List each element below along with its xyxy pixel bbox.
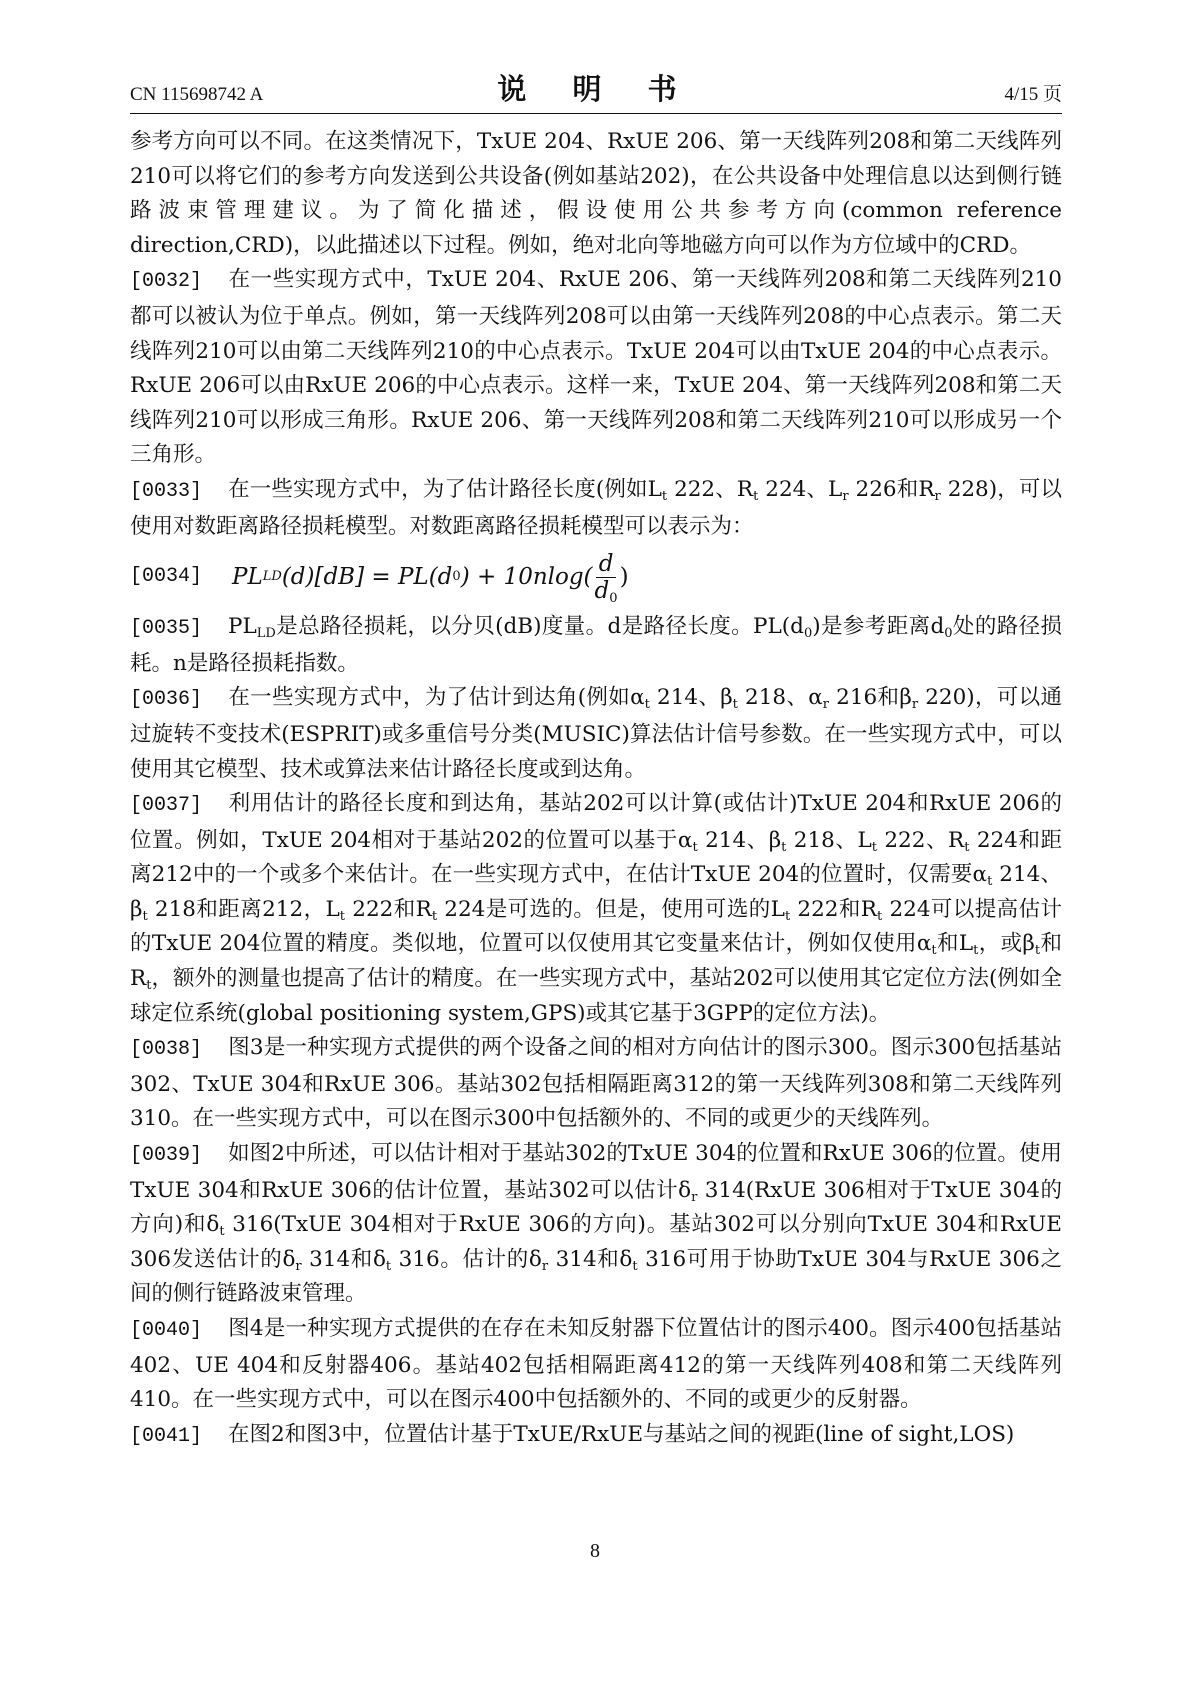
document-title: 说 明 书 (497, 72, 695, 106)
paragraph-number: [0038] (130, 1038, 203, 1062)
paragraph-0034-formula (130, 544, 1062, 610)
paragraph-continued: 参考方向可以不同。在这类情况下，TxUE 204、RxUE 206、第一天线阵列208和第二天线阵列210可以将它们的参考方向发送到公共设备(例如基站202)，在公共设备中处理信息以达到侧行链路波束管理建议。为了简化描述，假设使用公共参考方向(common reference direction,CRD)，以此描述以下过程。例如，绝对北向等地磁方向可以作为方位域中的CRD。 (130, 129, 1062, 258)
paragraph-0037: [0037] 利用估计的路径长度和到达角，基站202可以计算(或估计)TxUE 204和RxUE 206的位置。例如，TxUE 204相对于基站202的位置可以基于$\alpha_t$ 214、$\beta_t$ 218、$L_t$ 222、$R_t$ 224和距离212中的一个或多个来估计。在一些实现方式中，在估计TxUE 204的位置时，仅需要$\alpha_t$ 214、$\beta_t$ 218和距离212，$L_t$ 222和$R_t$ 224是可选的。但是，使用可选的$L_t$ 222和$R_t$ 224可以提高估计的TxUE 204位置的精度。类似地，位置可以仅使用其它变量来估计，例如仅使用$\alpha_t$和$L_t$，或$\beta_t$和$R_t$，额外的测量也提高了估计的精度。在一些实现方式中，基站202可以使用其它定位方法(例如全球定位系统(global positioning system,GPS)或其它基于3GPP的定位方法)。 (130, 791, 1063, 1026)
paragraph-0038: [0038] 图3是一种实现方式提供的两个设备之间的相对方向估计的图示300。图示300包括基站302、TxUE 304和RxUE 306。基站302包括相隔距离312的第一天线阵列308和第二天线阵列310。在一些实现方式中，可以在图示300中包括额外的、不同的或更少的天线阵列。 (130, 1035, 1062, 1132)
paragraph-number: [0032] (130, 270, 203, 294)
paragraph-number: [0036] (130, 688, 203, 712)
fraction: $\frac{d}{d_0}$ (594, 550, 618, 606)
paragraph-number: [0040] (130, 1319, 203, 1342)
header-divider (130, 113, 1062, 114)
paragraph-0033: [0033] 在一些实现方式中，为了估计路径长度(例如$L_t$ 222、$R_t$ 224、$L_r$ 226和$R_r$ 228)，可以使用对数距离路径损耗模型。对数距离路径损耗模型可以表示为： (130, 476, 1063, 539)
document-body (130, 125, 1062, 1454)
paragraph-0036: [0036] 在一些实现方式中，为了估计到达角(例如$\alpha_t$ 214、$\beta_t$ 218、$\alpha_r$ 216和$\beta_r$ 220)，可以通过旋转不变技术(ESPRIT)或多重信号分类(MUSIC)算法估计信号参数。在一些实现方式中，可以使用其它模型、技术或算法来估计路径长度或到达角。 (130, 685, 1062, 782)
paragraph-number: [0041] (130, 1424, 203, 1448)
paragraph-number: [0035] (130, 617, 203, 641)
paragraph-0039: [0039] 如图2中所述，可以估计相对于基站302的TxUE 304的位置和RxUE 306的位置。使用TxUE 304和RxUE 306的估计位置，基站302可以估计$\delta_r$ 314(RxUE 306相对于TxUE 304的方向)和$\delta_t$ 316(TxUE 304相对于RxUE 306的方向)。基站302可以分别向TxUE 304和RxUE 306发送估计的$\delta_r$ 314和$\delta_t$ 316。估计的$\delta_r$ 314和$\delta_t$ 316可用于协助TxUE 304与RxUE 306之间的侧行链路波束管理。 (130, 1141, 1062, 1307)
paragraph-0035: [0035] $PL_{LD}$是总路径损耗，以分贝(dB)度量。d是路径长度。$PL(d_0)$是参考距离$d_0$处的路径损耗。n是路径损耗指数。 (130, 614, 1062, 676)
path-loss-equation: PL LD (d)[dB] = PL(d 0 ) + 10nlog( $\frac{d}{d_0}$ ) (232, 550, 629, 606)
paragraph-number: [0039] (130, 1144, 203, 1168)
paragraph-0041: [0041] 在图2和图3中，位置估计基于TxUE/RxUE与基站之间的视距(line of sight,LOS) (130, 1418, 1062, 1455)
paragraph-0040: [0040] 图4是一种实现方式提供的在存在未知反射器下位置估计的图示400。图示400包括基站402、UE 404和反射器406。基站402包括相隔距离412的第一天线阵列408和第二天线阵列410。在一些实现方式中，可以在图示400中包括额外的、不同的或更少的反射器。 (130, 1316, 1062, 1413)
page-number: 8 (590, 1540, 600, 1562)
paragraph-0032: [0032] 在一些实现方式中，TxUE 204、RxUE 206、第一天线阵列208和第二天线阵列210都可以被认为位于单点。例如，第一天线阵列208可以由第一天线阵列208的中心点表示。第二天线阵列210可以由第二天线阵列210的中心点表示。TxUE 204可以由TxUE 204的中心点表示。RxUE 206可以由RxUE 206的中心点表示。这样一来，TxUE 204、第一天线阵列208和第二天线阵列210可以形成三角形。RxUE 206、第一天线阵列208和第二天线阵列210可以形成另一个三角形。 (130, 267, 1062, 468)
paragraph-number: [0033] (130, 479, 203, 503)
page-header (130, 72, 1062, 112)
paragraph-number: [0037] (130, 794, 203, 818)
page-count: 4/15 页 (1004, 84, 1062, 105)
patent-number: CN 115698742 A (130, 84, 264, 105)
paragraph-number: [0034] (130, 564, 203, 588)
